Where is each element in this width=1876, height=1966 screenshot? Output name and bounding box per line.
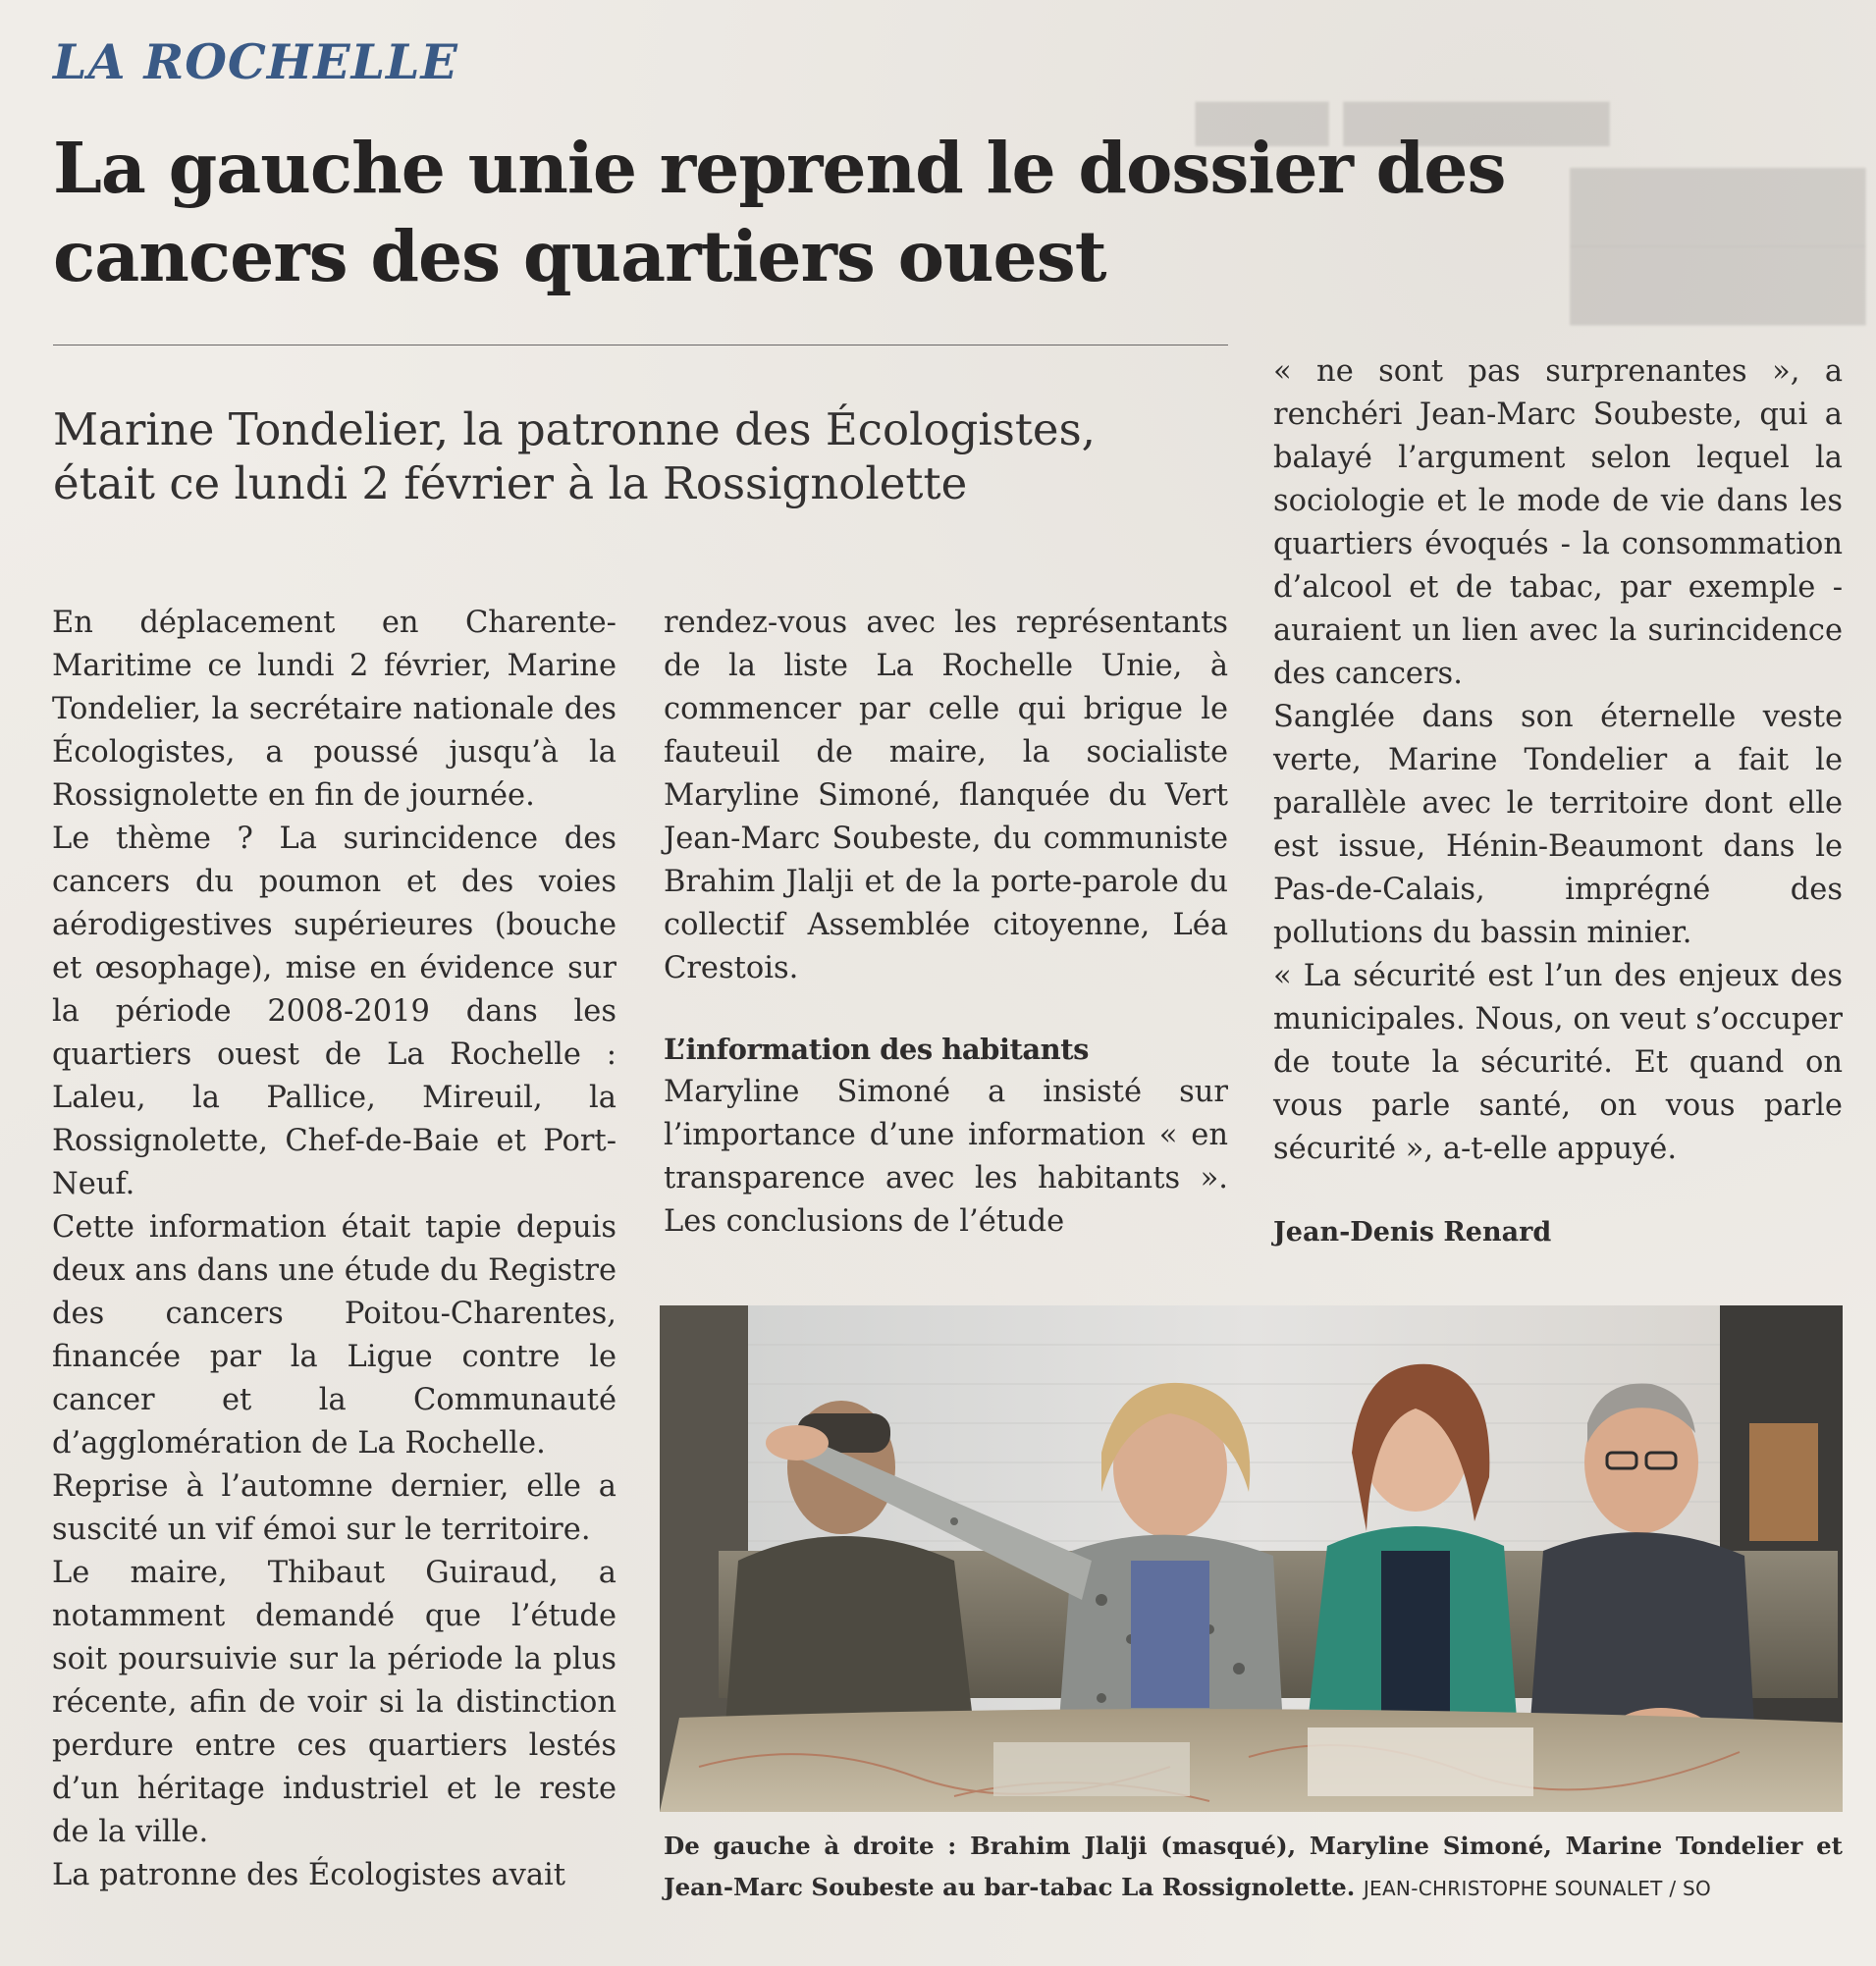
caption-text: De gauche à droite : Brahim Jlalji (masqué), Maryline Simoné, Marine Tondelier et Jean-Marc Soubeste au bar-tabac La Rossignolette. — [664, 1832, 1843, 1901]
intertitle: L’information des habitants — [664, 1033, 1089, 1066]
byline: Jean-Denis Renard — [1273, 1217, 1552, 1248]
paragraph: « La sécurité est l’un des enjeux des municipales. Nous, on veut s’occuper de toute la sécurité. Et quand on vous parle santé, on vous parle sécurité », a-t-elle appuyé. — [1273, 959, 1843, 1166]
headline: La gauche unie reprend le dossier des cancers des quartiers ouest — [53, 127, 1506, 297]
paragraph: Sanglée dans son éternelle veste verte, Marine Tondelier a fait le parallèle avec le territoire dont elle est issue, Hénin-Beaumont dans le Pas-de-Calais, imprégné des pollutions du bassin minier. — [1273, 700, 1843, 950]
article-photo — [660, 1305, 1843, 1812]
paragraph: La patronne des Écologistes avait — [52, 1858, 566, 1892]
article-column-2 — [664, 602, 1228, 1244]
paragraph: « ne sont pas surprenantes », a renchéri Jean-Marc Soubeste, qui a balayé l’argument selon lequel la sociologie et le mode de vie dans les quartiers évoqués - la consommation d’alcool et de tabac, par exemple - auraient un lien avec la surincidence des cancers. — [1273, 354, 1843, 691]
paragraph: En déplacement en Charente-Maritime ce lundi 2 février, Marine Tondelier, la secrétaire nationale des Écologistes, a poussé jusqu’à la Rossignolette en fin de journée. — [52, 606, 616, 813]
paragraph: Maryline Simoné a insisté sur l’importance d’une information « en transparence avec les habitants ». Les conclusions de l’étude — [664, 1075, 1228, 1239]
photo-credit: JEAN-CHRISTOPHE SOUNALET / SO — [1363, 1877, 1712, 1900]
paragraph: Reprise à l’automne dernier, elle a suscité un vif émoi sur le territoire. — [52, 1469, 616, 1547]
article-column-3 — [1273, 350, 1843, 1171]
photo-caption — [664, 1826, 1843, 1909]
show-through-ghost: ▇▇▇▇▇ — [1571, 157, 1865, 246]
deck-subtitle: Marine Tondelier, la patronne des Écologistes, était ce lundi 2 février à la Rossignolette — [53, 403, 1096, 509]
article-column-1 — [52, 602, 616, 1897]
section-label: LA ROCHELLE — [53, 33, 458, 90]
paragraph: Cette information était tapie depuis deux ans dans une étude du Registre des cancers Poitou-Charentes, financée par la Ligue contre le cancer et la Communauté d’agglomération de La Rochelle. — [52, 1210, 616, 1461]
paragraph: rendez-vous avec les représentants de la liste La Rochelle Unie, à commencer par celle qui brigue le fauteuil de maire, la socialiste Maryline Simoné, flanquée du Vert Jean-Marc Soubeste, du communiste Brahim Jlalji et de la porte-parole du collectif Assemblée citoyenne, Léa Crestois. — [664, 606, 1228, 985]
paragraph: Le maire, Thibaut Guiraud, a notamment demandé que l’étude soit poursuivie sur la période la plus récente, afin de voir si la distinction perdure entre ces quartiers lestés d’un héritage industriel et le reste de la ville. — [52, 1556, 616, 1849]
paragraph: Le thème ? La surincidence des cancers du poumon et des voies aérodigestives supérieures (bouche et œsophage), mise en évidence sur la période 2008-2019 dans les quartiers ouest de La Rochelle : Laleu, la Pallice, Mireuil, la Rossignolette, Chef-de-Baie et Port-Neuf. — [52, 822, 616, 1201]
show-through-ghost: ▇▇▇▇▇ — [1571, 236, 1865, 325]
show-through-ghost: ▇▇▇▇ ▇▇▇▇▇▇▇▇ — [1196, 96, 1610, 146]
